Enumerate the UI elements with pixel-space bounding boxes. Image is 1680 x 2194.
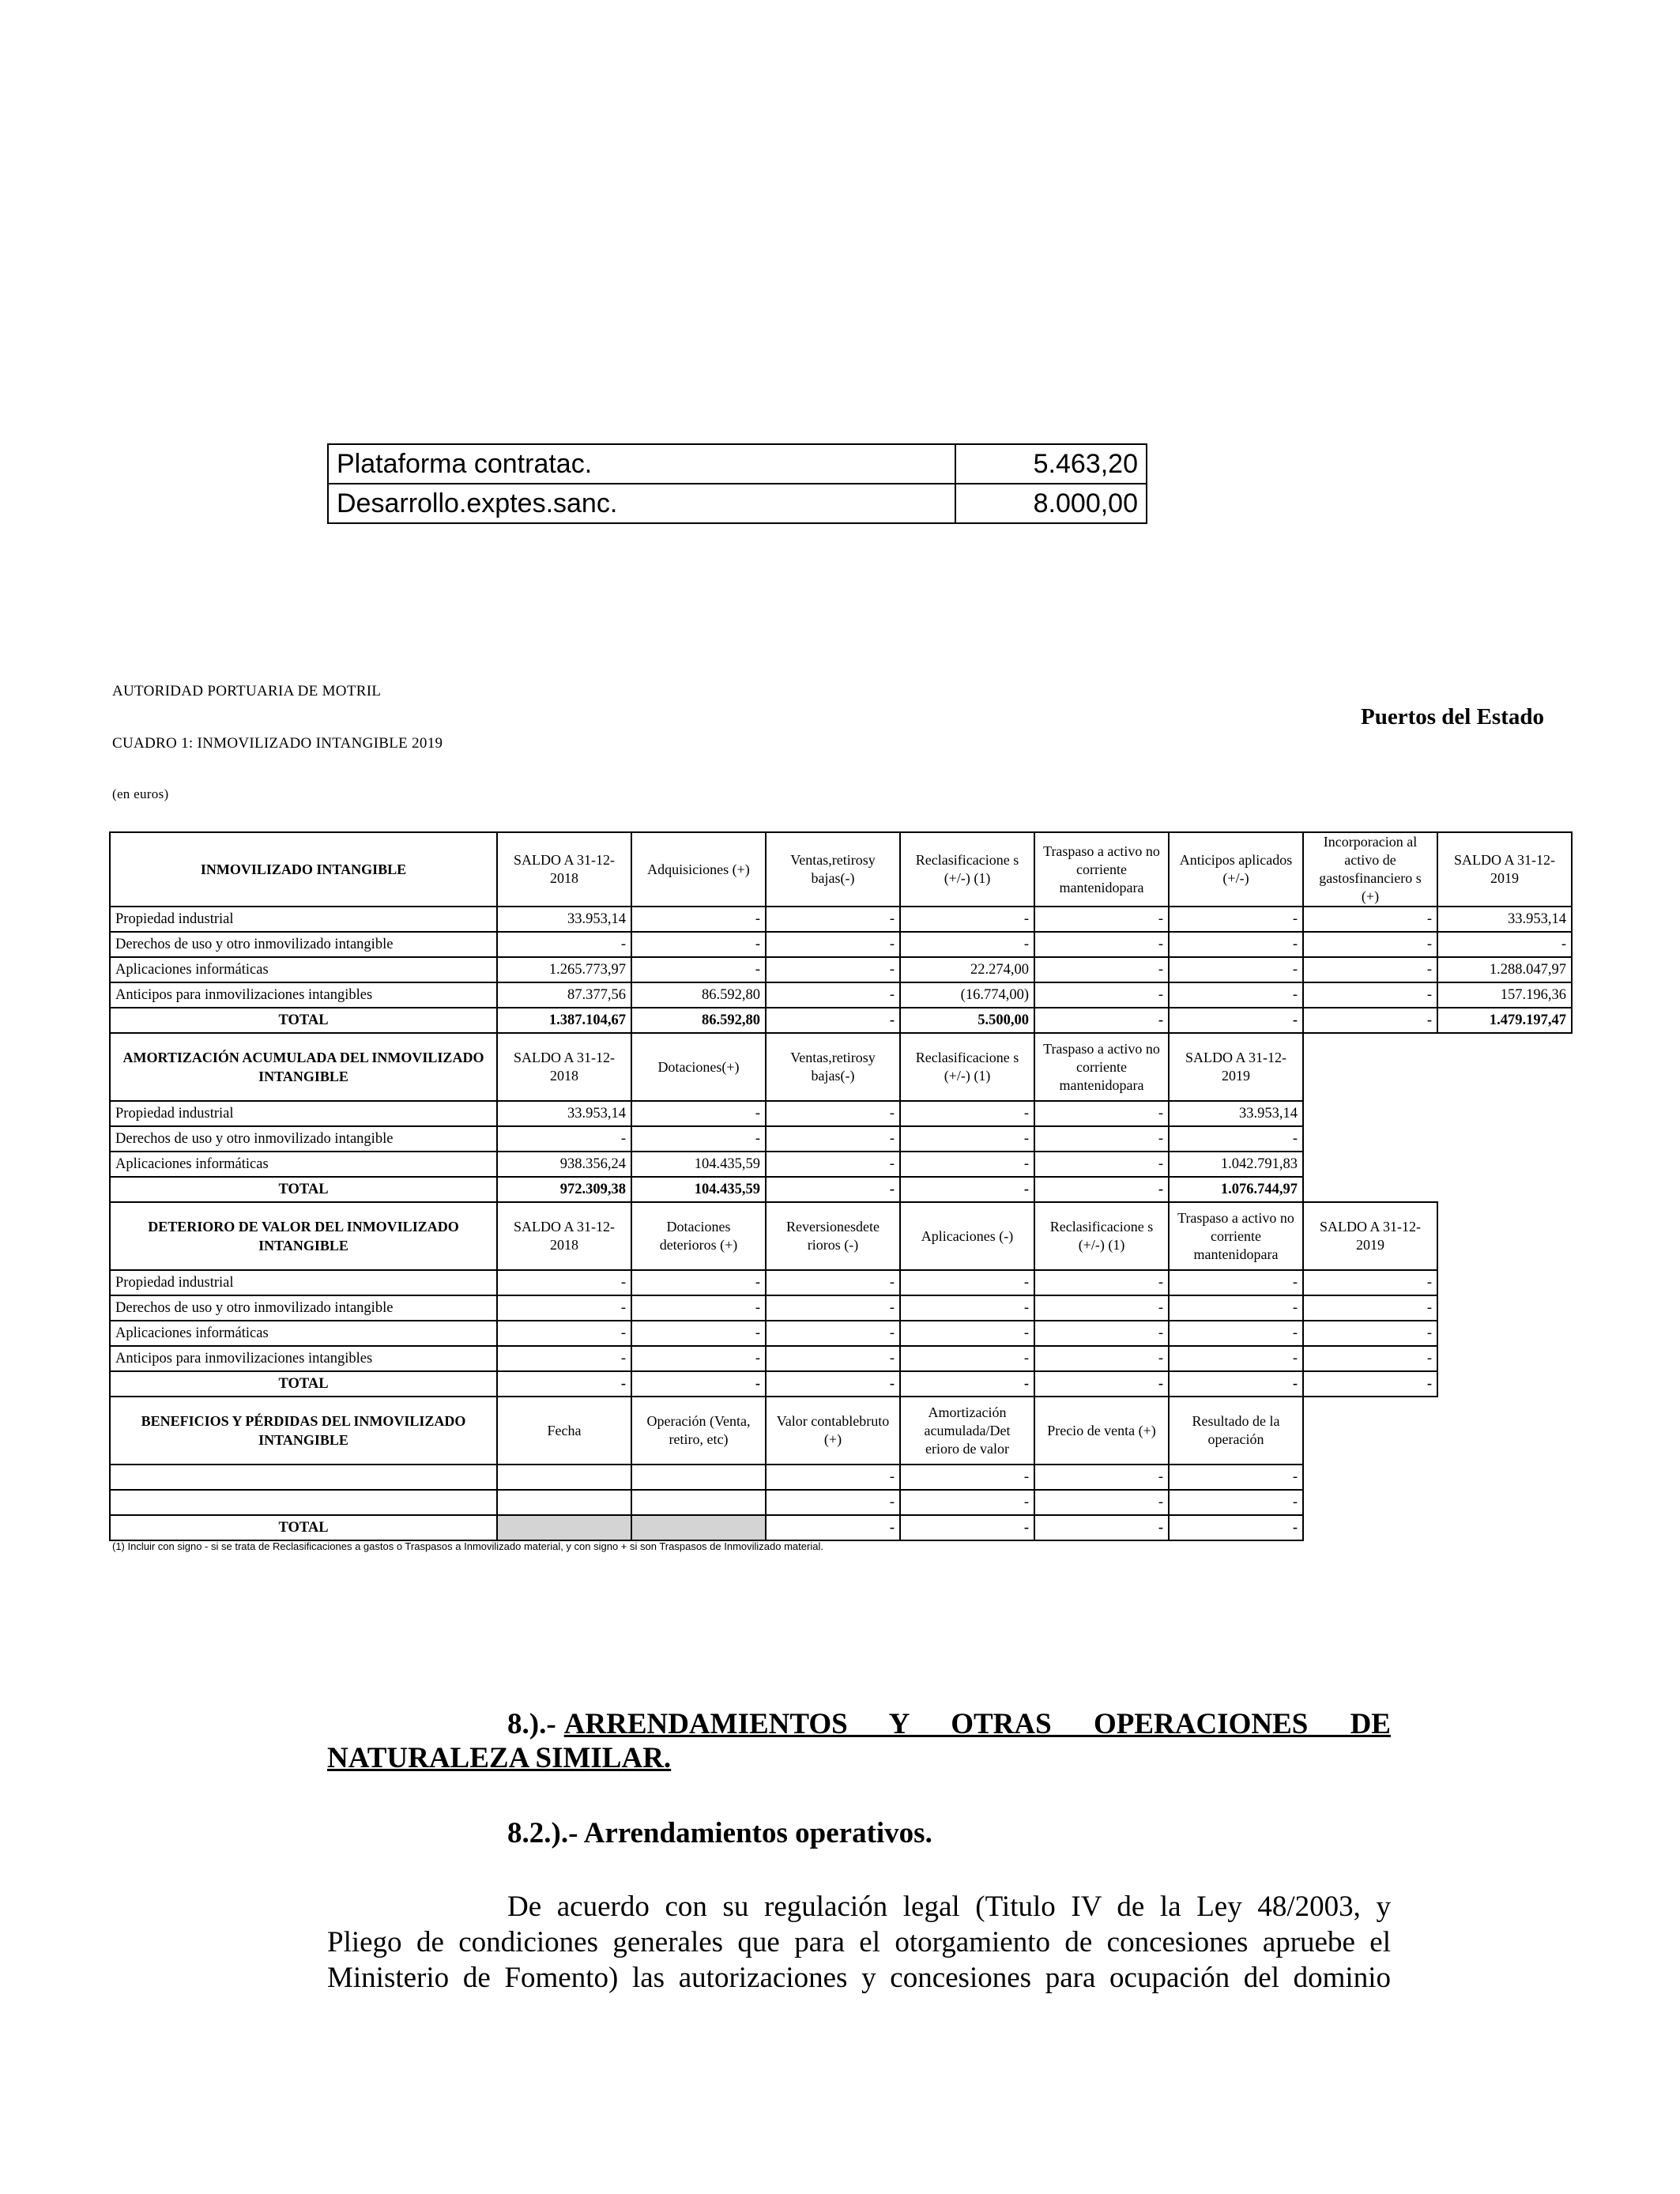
cell-value: - <box>766 1126 900 1152</box>
empty-cell <box>1437 1152 1572 1177</box>
cell-value: 104.435,59 <box>631 1152 766 1177</box>
cell-value: - <box>631 1101 766 1126</box>
cell-value: 157.196,36 <box>1437 982 1572 1008</box>
para-line: De acuerdo con su regulación legal (Titulo IV de la Ley 48/2003, y <box>507 1891 1391 1923</box>
cuadro-title: CUADRO 1: INMOVILIZADO INTANGIBLE 2019 <box>112 735 443 752</box>
column-header: Reclasificacione s (+/-) (1) <box>900 1033 1034 1101</box>
column-header: Amortización acumulada/Det erioro de valor <box>900 1397 1034 1465</box>
table-row <box>110 907 1572 932</box>
table-row <box>110 1126 1572 1152</box>
cell-value: - <box>900 1126 1034 1152</box>
table-row <box>110 957 1572 982</box>
cell-value: 1.387.104,67 <box>497 1008 631 1033</box>
cell-value: - <box>631 907 766 932</box>
empty-cell <box>1303 1397 1437 1465</box>
empty-cell <box>1437 1397 1572 1465</box>
column-header: SALDO A 31-12-2018 <box>497 832 631 907</box>
column-header: Reclasificacione s (+/-) (1) <box>1034 1202 1169 1270</box>
cell-value: - <box>1169 1270 1303 1295</box>
cell-value: 938.356,24 <box>497 1152 631 1177</box>
cell-value: - <box>1034 1295 1169 1321</box>
cell-value: - <box>1034 1465 1169 1490</box>
row-label: TOTAL <box>110 1008 497 1033</box>
heading-line-1: ARRENDAMIENTOS Y OTRAS OPERACIONES DE <box>563 1708 1391 1740</box>
cell-value: - <box>1169 957 1303 982</box>
para-line: Ministerio de Fomento) las autorizaciones y concesiones para ocupación del dominio <box>327 1962 1391 1994</box>
empty-cell <box>1437 1465 1572 1490</box>
cell-value: - <box>1034 1490 1169 1515</box>
column-header: SALDO A 31-12-2019 <box>1169 1033 1303 1101</box>
cell-value: - <box>1303 1270 1437 1295</box>
column-header: Ventas,retirosy bajas(-) <box>766 832 900 907</box>
empty-cell <box>1437 1101 1572 1126</box>
column-header: Operación (Venta, retiro, etc) <box>631 1397 766 1465</box>
cell-value: - <box>1303 932 1437 957</box>
cell-value: 5.500,00 <box>900 1008 1034 1033</box>
cell-value: - <box>1034 1126 1169 1152</box>
item-label: Plataforma contratac. <box>328 444 955 484</box>
column-header: Valor contablebruto (+) <box>766 1397 900 1465</box>
section-title: AMORTIZACIÓN ACUMULADA DEL INMOVILIZADO INTANGIBLE <box>110 1033 497 1101</box>
empty-cell <box>1437 1126 1572 1152</box>
row-label: Anticipos para inmovilizaciones intangibles <box>110 982 497 1008</box>
item-label: Desarrollo.exptes.sanc. <box>328 484 955 523</box>
row-label: TOTAL <box>110 1515 497 1540</box>
footnote: (1) Incluir con signo - si se trata de Reclasificaciones a gastos o Traspasos a Inmovilizado material, y con signo + si son Traspasos de Inmovilizado material. <box>112 1540 823 1552</box>
row-label: Aplicaciones informáticas <box>110 1321 497 1346</box>
cell-value: - <box>1034 982 1169 1008</box>
cell-value: - <box>1169 1515 1303 1540</box>
section-heading <box>327 1707 1391 1775</box>
cell-value: - <box>1169 1465 1303 1490</box>
cell-value: - <box>1034 957 1169 982</box>
cell-value <box>497 1515 631 1540</box>
row-label: Propiedad industrial <box>110 907 497 932</box>
column-header: Dotaciones(+) <box>631 1033 766 1101</box>
para-line: Pliego de condiciones generales que para el otorgamiento de concesiones apruebe el <box>327 1926 1391 1958</box>
cell-value: 22.274,00 <box>900 957 1034 982</box>
column-header: Traspaso a activo no corriente mantenidopara <box>1034 1033 1169 1101</box>
empty-cell <box>1437 1202 1572 1270</box>
cell-value <box>631 1465 766 1490</box>
cell-value: - <box>1169 1321 1303 1346</box>
cell-value: - <box>766 1152 900 1177</box>
column-header: SALDO A 31-12-2018 <box>497 1033 631 1101</box>
item-amount: 5.463,20 <box>955 444 1147 484</box>
row-label: Aplicaciones informáticas <box>110 957 497 982</box>
cell-value: - <box>1034 1371 1169 1397</box>
item-amount: 8.000,00 <box>955 484 1147 523</box>
cell-value: - <box>1303 957 1437 982</box>
cell-value: - <box>766 1177 900 1202</box>
cell-value: - <box>497 1346 631 1371</box>
body-paragraph <box>327 1889 1391 1996</box>
cell-value: - <box>497 1295 631 1321</box>
cell-value: - <box>631 1126 766 1152</box>
column-header: Anticipos aplicados (+/-) <box>1169 832 1303 907</box>
cell-value: - <box>1169 1490 1303 1515</box>
cell-value: - <box>900 907 1034 932</box>
cell-value: - <box>766 907 900 932</box>
cell-value: - <box>1034 932 1169 957</box>
table-row <box>110 1295 1572 1321</box>
empty-cell <box>1303 1101 1437 1126</box>
cell-value: - <box>766 1008 900 1033</box>
cell-value: - <box>900 1371 1034 1397</box>
total-row <box>110 1177 1572 1202</box>
cell-value <box>497 1465 631 1490</box>
cell-value: - <box>1437 932 1572 957</box>
cell-value: - <box>900 932 1034 957</box>
cell-value: 87.377,56 <box>497 982 631 1008</box>
section-title: INMOVILIZADO INTANGIBLE <box>110 832 497 907</box>
cell-value: - <box>766 1321 900 1346</box>
cell-value: - <box>1169 1295 1303 1321</box>
cell-value: - <box>1034 1008 1169 1033</box>
cell-value: - <box>766 1101 900 1126</box>
cell-value: - <box>497 1270 631 1295</box>
top-amounts-table <box>327 443 1147 524</box>
cell-value <box>497 1490 631 1515</box>
column-header: SALDO A 31-12-2019 <box>1437 832 1572 907</box>
cell-value: - <box>900 1295 1034 1321</box>
empty-cell <box>1303 1033 1437 1101</box>
cell-value <box>631 1515 766 1540</box>
cell-value: - <box>1303 1295 1437 1321</box>
cell-value: 86.592,80 <box>631 1008 766 1033</box>
cell-value <box>631 1490 766 1515</box>
column-header: Adquisiciones (+) <box>631 832 766 907</box>
section-title: DETERIORO DE VALOR DEL INMOVILIZADO INTANGIBLE <box>110 1202 497 1270</box>
row-label <box>110 1490 497 1515</box>
cell-value: - <box>1034 1321 1169 1346</box>
cell-value: 972.309,38 <box>497 1177 631 1202</box>
cell-value: 33.953,14 <box>497 907 631 932</box>
column-header: Reclasificacione s (+/-) (1) <box>900 832 1034 907</box>
cell-value: - <box>1169 982 1303 1008</box>
cell-value: - <box>766 1371 900 1397</box>
cell-value: - <box>900 1346 1034 1371</box>
subsection-heading: 8.2.).- Arrendamientos operativos. <box>507 1817 932 1849</box>
cell-value: - <box>1169 907 1303 932</box>
header-deterioro <box>110 1202 1572 1270</box>
cell-value: - <box>631 957 766 982</box>
cell-value: 33.953,14 <box>497 1101 631 1126</box>
cell-value: 33.953,14 <box>1437 907 1572 932</box>
cell-value: - <box>766 1295 900 1321</box>
column-header: Incorporacion al activo de gastosfinanciero s (+) <box>1303 832 1437 907</box>
column-header: Reversionesdete rioros (-) <box>766 1202 900 1270</box>
table-row <box>110 1101 1572 1126</box>
column-header: SALDO A 31-12-2019 <box>1303 1202 1437 1270</box>
empty-cell <box>1437 1295 1572 1321</box>
cell-value: - <box>900 1515 1034 1540</box>
cell-value: - <box>1034 1515 1169 1540</box>
cell-value: - <box>1034 907 1169 932</box>
cell-value: - <box>766 1270 900 1295</box>
cell-value: - <box>631 1270 766 1295</box>
cell-value: - <box>497 1371 631 1397</box>
empty-cell <box>1437 1371 1572 1397</box>
cell-value: - <box>1303 1321 1437 1346</box>
cell-value: - <box>631 932 766 957</box>
cell-value: - <box>1169 1126 1303 1152</box>
row-label: Derechos de uso y otro inmovilizado intangible <box>110 1295 497 1321</box>
cell-value: - <box>900 1465 1034 1490</box>
cell-value: - <box>631 1295 766 1321</box>
cell-value: 33.953,14 <box>1169 1101 1303 1126</box>
empty-cell <box>1437 1321 1572 1346</box>
empty-cell <box>1437 1515 1572 1540</box>
cell-value: - <box>766 957 900 982</box>
cell-value: - <box>497 932 631 957</box>
column-header: SALDO A 31-12-2018 <box>497 1202 631 1270</box>
column-header: Fecha <box>497 1397 631 1465</box>
empty-cell <box>1303 1126 1437 1152</box>
column-header: Precio de venta (+) <box>1034 1397 1169 1465</box>
heading-number: 8.).- <box>507 1708 556 1740</box>
column-header: Traspaso a activo no corriente mantenidopara <box>1169 1202 1303 1270</box>
empty-cell <box>1303 1490 1437 1515</box>
table-row <box>110 1490 1572 1515</box>
heading-line-2: NATURALEZA SIMILAR. <box>327 1742 672 1774</box>
header-inmovilizado <box>110 832 1572 907</box>
cell-value: - <box>1303 1346 1437 1371</box>
cell-value: - <box>766 982 900 1008</box>
cell-value: - <box>1034 1152 1169 1177</box>
cell-value: - <box>1034 1270 1169 1295</box>
section-title: BENEFICIOS Y PÉRDIDAS DEL INMOVILIZADO INTANGIBLE <box>110 1397 497 1465</box>
row-label: Aplicaciones informáticas <box>110 1152 497 1177</box>
table-row <box>110 982 1572 1008</box>
column-header: Ventas,retirosy bajas(-) <box>766 1033 900 1101</box>
unit-note: (en euros) <box>112 786 169 801</box>
intangible-assets-table <box>109 831 1573 1541</box>
row-label: Propiedad industrial <box>110 1270 497 1295</box>
cell-value: - <box>1034 1101 1169 1126</box>
cell-value: - <box>766 1465 900 1490</box>
empty-cell <box>1437 1033 1572 1101</box>
row-label: TOTAL <box>110 1371 497 1397</box>
cell-value: - <box>900 1177 1034 1202</box>
table-row <box>328 484 1147 523</box>
cell-value: - <box>766 932 900 957</box>
cell-value: - <box>497 1321 631 1346</box>
total-row <box>110 1008 1572 1033</box>
cell-value: - <box>900 1152 1034 1177</box>
table-row <box>110 932 1572 957</box>
column-header: Dotaciones deterioros (+) <box>631 1202 766 1270</box>
header-amortizacion <box>110 1033 1572 1101</box>
empty-cell <box>1437 1177 1572 1202</box>
table-row <box>328 444 1147 484</box>
empty-cell <box>1437 1346 1572 1371</box>
table-row <box>110 1465 1572 1490</box>
column-header: Traspaso a activo no corriente mantenidopara <box>1034 832 1169 907</box>
row-label <box>110 1465 497 1490</box>
cell-value: - <box>900 1321 1034 1346</box>
cell-value: - <box>631 1371 766 1397</box>
empty-cell <box>1303 1177 1437 1202</box>
cell-value: - <box>497 1126 631 1152</box>
cell-value: - <box>1169 1371 1303 1397</box>
row-label: Derechos de uso y otro inmovilizado intangible <box>110 1126 497 1152</box>
cell-value: - <box>1169 1008 1303 1033</box>
table-row <box>110 1346 1572 1371</box>
cell-value: - <box>1303 1371 1437 1397</box>
cell-value: - <box>766 1515 900 1540</box>
header-beneficios <box>110 1397 1572 1465</box>
row-label: Anticipos para inmovilizaciones intangibles <box>110 1346 497 1371</box>
cell-value: 1.288.047,97 <box>1437 957 1572 982</box>
brand-logo-text: Puertos del Estado <box>1361 704 1544 729</box>
total-row <box>110 1371 1572 1397</box>
cell-value: - <box>766 1346 900 1371</box>
cell-value: - <box>1034 1346 1169 1371</box>
empty-cell <box>1437 1270 1572 1295</box>
cell-value: 1.042.791,83 <box>1169 1152 1303 1177</box>
cell-value: - <box>900 1270 1034 1295</box>
cell-value: - <box>1034 1177 1169 1202</box>
cell-value: - <box>1169 1346 1303 1371</box>
cell-value: 1.076.744,97 <box>1169 1177 1303 1202</box>
row-label: Derechos de uso y otro inmovilizado intangible <box>110 932 497 957</box>
table-row <box>110 1270 1572 1295</box>
cell-value: - <box>900 1490 1034 1515</box>
cell-value: - <box>631 1321 766 1346</box>
total-row <box>110 1515 1572 1540</box>
cell-value: 1.479.197,47 <box>1437 1008 1572 1033</box>
column-header: Aplicaciones (-) <box>900 1202 1034 1270</box>
cell-value: 1.265.773,97 <box>497 957 631 982</box>
cell-value: - <box>766 1490 900 1515</box>
empty-cell <box>1303 1515 1437 1540</box>
table-row <box>110 1152 1572 1177</box>
cell-value: (16.774,00) <box>900 982 1034 1008</box>
cell-value: - <box>1303 907 1437 932</box>
column-header: Resultado de la operación <box>1169 1397 1303 1465</box>
empty-cell <box>1437 1490 1572 1515</box>
cell-value: 104.435,59 <box>631 1177 766 1202</box>
cell-value: - <box>1303 1008 1437 1033</box>
cell-value: - <box>631 1346 766 1371</box>
cell-value: - <box>1169 932 1303 957</box>
cell-value: - <box>900 1101 1034 1126</box>
empty-cell <box>1303 1465 1437 1490</box>
row-label: TOTAL <box>110 1177 497 1202</box>
cell-value: 86.592,80 <box>631 982 766 1008</box>
empty-cell <box>1303 1152 1437 1177</box>
org-name: AUTORIDAD PORTUARIA DE MOTRIL <box>112 683 382 699</box>
cell-value: - <box>1303 982 1437 1008</box>
row-label: Propiedad industrial <box>110 1101 497 1126</box>
table-row <box>110 1321 1572 1346</box>
